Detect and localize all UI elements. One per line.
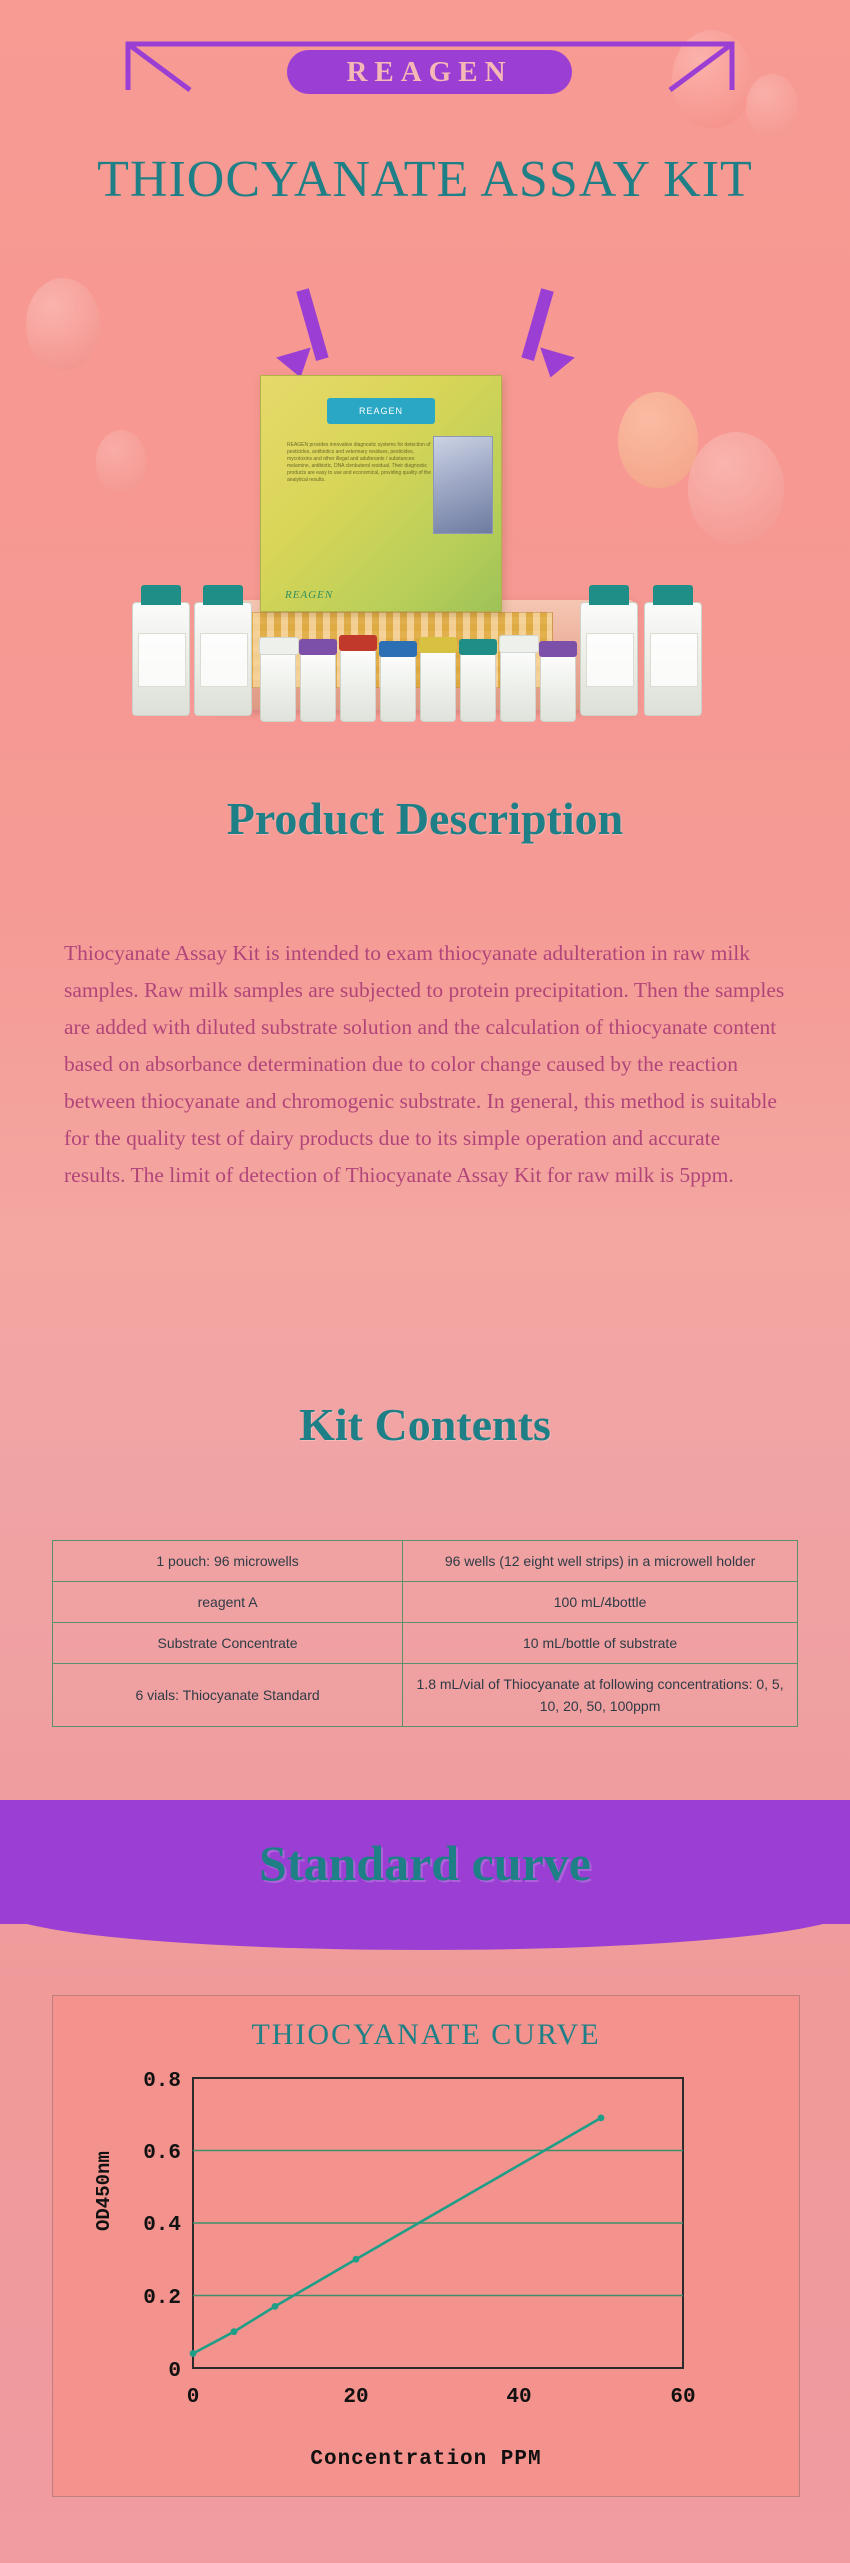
- balloon-decoration: [746, 74, 798, 138]
- kit-box-label: REAGEN: [327, 398, 435, 424]
- table-row: [53, 1541, 798, 1582]
- chart-plot: [53, 2058, 799, 2458]
- svg-text:20: 20: [343, 2386, 369, 2409]
- svg-text:0.6: 0.6: [143, 2142, 181, 2165]
- svg-text:0.4: 0.4: [143, 2214, 181, 2237]
- table-row: [53, 1664, 798, 1727]
- standard-vial: [500, 648, 536, 722]
- balloon-decoration: [26, 278, 100, 370]
- standard-vial: [340, 648, 376, 722]
- standard-vial: [300, 652, 336, 722]
- standard-vial: [540, 654, 576, 722]
- svg-text:60: 60: [670, 2386, 696, 2409]
- standard-curve-heading: Standard curve: [259, 1835, 591, 1891]
- standard-vial: [420, 650, 456, 722]
- svg-text:0.8: 0.8: [143, 2070, 181, 2093]
- kit-box: [260, 375, 502, 612]
- svg-text:40: 40: [506, 2386, 532, 2409]
- kit-spec: 100 mL/4bottle: [403, 1582, 798, 1623]
- brand-name: REAGEN: [346, 55, 513, 88]
- kit-box-text: REAGEN provides innovative diagnostic systems for detection of pesticides, antibiotics and veterinary residues, pesticides, mycotoxins and other illegal and adulterants / substances: melamine, antibiotic, DNA clenbuterol residual. Their diagnostic products are easy to use and economical, providing quality of the analytical results.: [287, 442, 431, 483]
- reagent-bottle: [194, 602, 252, 716]
- kit-spec: 10 mL/bottle of substrate: [403, 1623, 798, 1664]
- standard-curve-chart: [52, 1995, 800, 2497]
- svg-text:0.2: 0.2: [143, 2287, 181, 2310]
- chart-title: THIOCYANATE CURVE: [251, 2018, 601, 2051]
- reagent-bottle: [644, 602, 702, 716]
- table-row: [53, 1582, 798, 1623]
- standard-vial: [380, 654, 416, 722]
- svg-text:0: 0: [168, 2360, 181, 2383]
- kit-contents-table: [52, 1540, 798, 1727]
- kit-box-brand: REAGEN: [285, 589, 334, 601]
- kit-item: 6 vials: Thiocyanate Standard: [53, 1664, 403, 1727]
- kit-item: reagent A: [53, 1582, 403, 1623]
- page-title: THIOCYANATE ASSAY KIT: [97, 151, 753, 208]
- reagent-bottle: [580, 602, 638, 716]
- kit-item: 1 pouch: 96 microwells: [53, 1541, 403, 1582]
- brand-badge: [287, 50, 572, 94]
- product-photo: [110, 330, 740, 730]
- chart-x-axis-label: Concentration PPM: [310, 2448, 542, 2471]
- product-description-heading: Product Description: [226, 793, 624, 844]
- kit-contents-heading: Kit Contents: [299, 1399, 551, 1450]
- chart-y-axis-label: OD450nm: [93, 2151, 115, 2231]
- svg-text:0: 0: [186, 2386, 200, 2409]
- kit-box-image: [433, 436, 493, 534]
- reagent-bottle: [132, 602, 190, 716]
- table-row: [53, 1623, 798, 1664]
- kit-item: Substrate Concentrate: [53, 1623, 403, 1664]
- product-description-text: Thiocyanate Assay Kit is intended to exam thiocyanate adulteration in raw milk samples. Raw milk samples are subjected to protein precipitation. Then the samples are added with diluted substrate solution and the calculation of thiocyanate content based on absorbance determination due to color change caused by the reaction between thiocyanate and chromogenic substrate. In general, this method is suitable for the quality test of dairy products due to its simple operation and accurate results. The limit of detection of Thiocyanate Assay Kit for raw milk is 5ppm.: [64, 941, 785, 1187]
- standard-vial: [260, 650, 296, 722]
- kit-spec: 1.8 mL/vial of Thiocyanate at following concentrations: 0, 5, 10, 20, 50, 100ppm: [403, 1664, 798, 1727]
- standard-vial: [460, 652, 496, 722]
- kit-spec: 96 wells (12 eight well strips) in a microwell holder: [403, 1541, 798, 1582]
